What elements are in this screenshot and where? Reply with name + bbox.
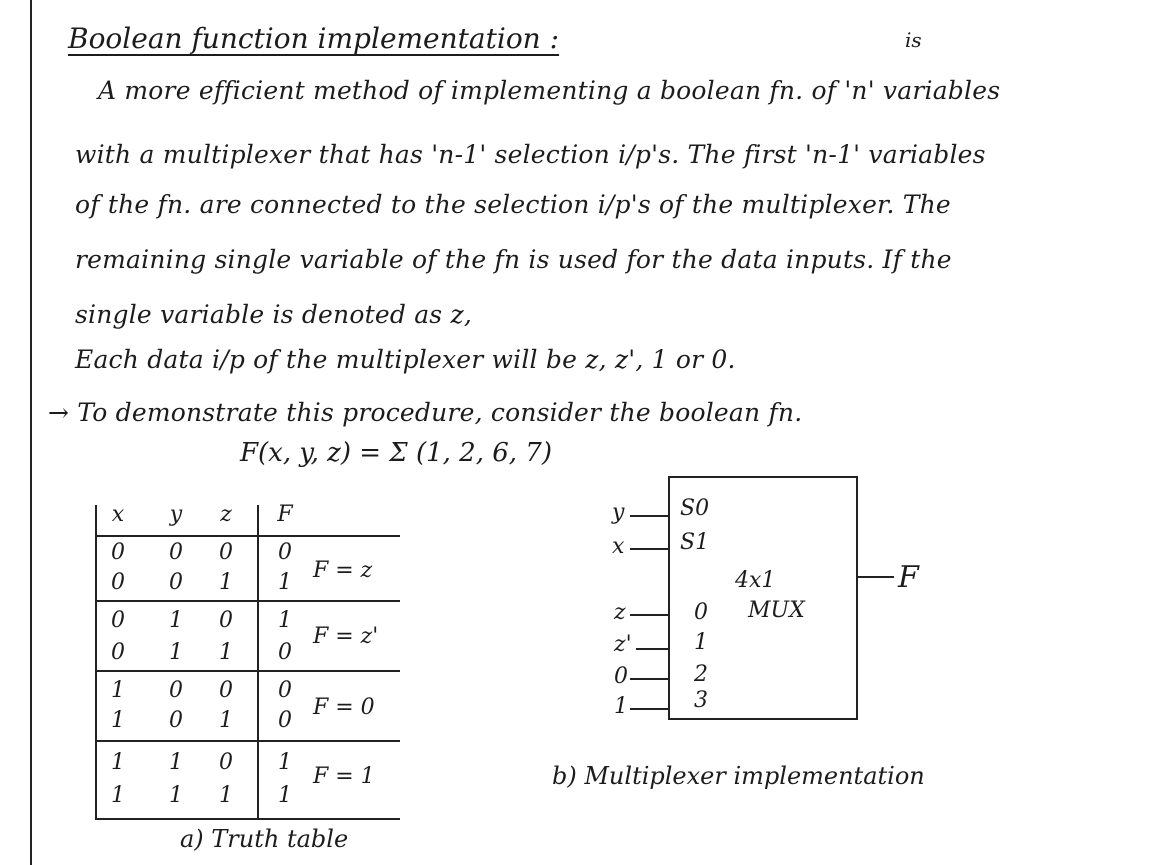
paragraph-line: Each data i/p of the multiplexer will be z, z', 1 or 0. <box>75 345 736 374</box>
paragraph-line: with a multiplexer that has 'n-1' selection i/p's. The first 'n-1' variables <box>75 140 986 169</box>
table-cell: 0 <box>169 678 183 703</box>
table-header: y <box>169 502 183 527</box>
data-pin-label: 0 <box>694 600 708 625</box>
data-pin-label: 2 <box>694 662 708 687</box>
data-input-label: 0 <box>614 664 628 689</box>
table-cell: 1 <box>278 750 292 775</box>
table-cell: 1 <box>219 708 233 733</box>
table-group-rule <box>95 740 400 742</box>
table-cell: 1 <box>169 608 183 633</box>
table-left-border <box>95 505 97 820</box>
table-cell: 1 <box>278 570 292 595</box>
table-cell: 0 <box>278 640 292 665</box>
table-cell: 0 <box>111 540 125 565</box>
table-cell: 0 <box>278 540 292 565</box>
mux-caption: b) Multiplexer implementation <box>552 762 925 790</box>
truth-table <box>95 500 405 820</box>
page-margin-line <box>30 0 32 865</box>
table-cell: 0 <box>169 540 183 565</box>
table-cell: 1 <box>111 783 125 808</box>
table-header-rule <box>95 535 400 537</box>
paragraph-line: A more efficient method of implementing a boolean fn. of 'n' variables <box>98 76 1001 105</box>
select-input-label: x <box>612 534 625 559</box>
paragraph-line: of the fn. are connected to the selection i/p's of the multiplexer. The <box>75 190 951 219</box>
table-cell: 1 <box>169 640 183 665</box>
boolean-formula: F(x, y, z) = Σ (1, 2, 6, 7) <box>240 438 552 468</box>
table-divider <box>257 505 259 820</box>
select-pin-label: S1 <box>680 530 710 555</box>
table-cell: 1 <box>219 640 233 665</box>
page-title: Boolean function implementation : <box>68 22 560 55</box>
table-cell: 0 <box>111 608 125 633</box>
table-cell: 1 <box>111 678 125 703</box>
paragraph-line: single variable is denoted as z, <box>75 300 473 329</box>
table-cell: 1 <box>278 608 292 633</box>
data-input-label: z <box>614 600 626 625</box>
table-group-rule <box>95 600 400 602</box>
table-cell: 1 <box>219 783 233 808</box>
data-input-label: z' <box>614 632 632 657</box>
data-pin-label: 3 <box>694 688 708 713</box>
table-cell: 1 <box>111 750 125 775</box>
truth-table-caption: a) Truth table <box>180 825 349 853</box>
table-cell: 0 <box>278 708 292 733</box>
table-cell: 1 <box>169 750 183 775</box>
output-label: F <box>898 560 919 595</box>
table-cell: 0 <box>169 708 183 733</box>
select-wire <box>630 548 668 550</box>
group-result: F = z <box>313 558 373 583</box>
table-header: z <box>220 502 232 527</box>
select-pin-label: S0 <box>680 496 710 521</box>
table-cell: 0 <box>219 608 233 633</box>
table-cell: 1 <box>219 570 233 595</box>
mux-size-label: 4x1 <box>735 568 776 593</box>
table-cell: 0 <box>111 640 125 665</box>
table-cell: 0 <box>219 750 233 775</box>
table-cell: 1 <box>111 708 125 733</box>
data-input-label: 1 <box>614 694 628 719</box>
select-wire <box>630 515 668 517</box>
table-cell: 0 <box>111 570 125 595</box>
table-cell: 0 <box>219 540 233 565</box>
paragraph-line: remaining single variable of the fn is used for the data inputs. If the <box>75 245 952 274</box>
data-wire <box>630 708 668 710</box>
caret-insert-word: is <box>905 28 922 52</box>
table-cell: 0 <box>169 570 183 595</box>
paragraph-line: → To demonstrate this procedure, consider the boolean fn. <box>48 398 803 427</box>
output-wire <box>856 576 894 578</box>
select-input-label: y <box>612 500 625 525</box>
mux-type-label: MUX <box>748 598 805 623</box>
data-wire <box>630 678 668 680</box>
table-cell: 0 <box>219 678 233 703</box>
group-result: F = 1 <box>313 764 375 789</box>
group-result: F = 0 <box>313 695 375 720</box>
data-wire <box>636 648 668 650</box>
data-pin-label: 1 <box>694 630 708 655</box>
table-header: F <box>277 502 293 527</box>
group-result: F = z' <box>313 624 379 649</box>
table-group-rule <box>95 670 400 672</box>
table-cell: 1 <box>169 783 183 808</box>
data-wire <box>630 614 668 616</box>
table-bottom-rule <box>95 818 400 820</box>
table-cell: 1 <box>278 783 292 808</box>
table-cell: 0 <box>278 678 292 703</box>
table-header: x <box>111 502 125 527</box>
